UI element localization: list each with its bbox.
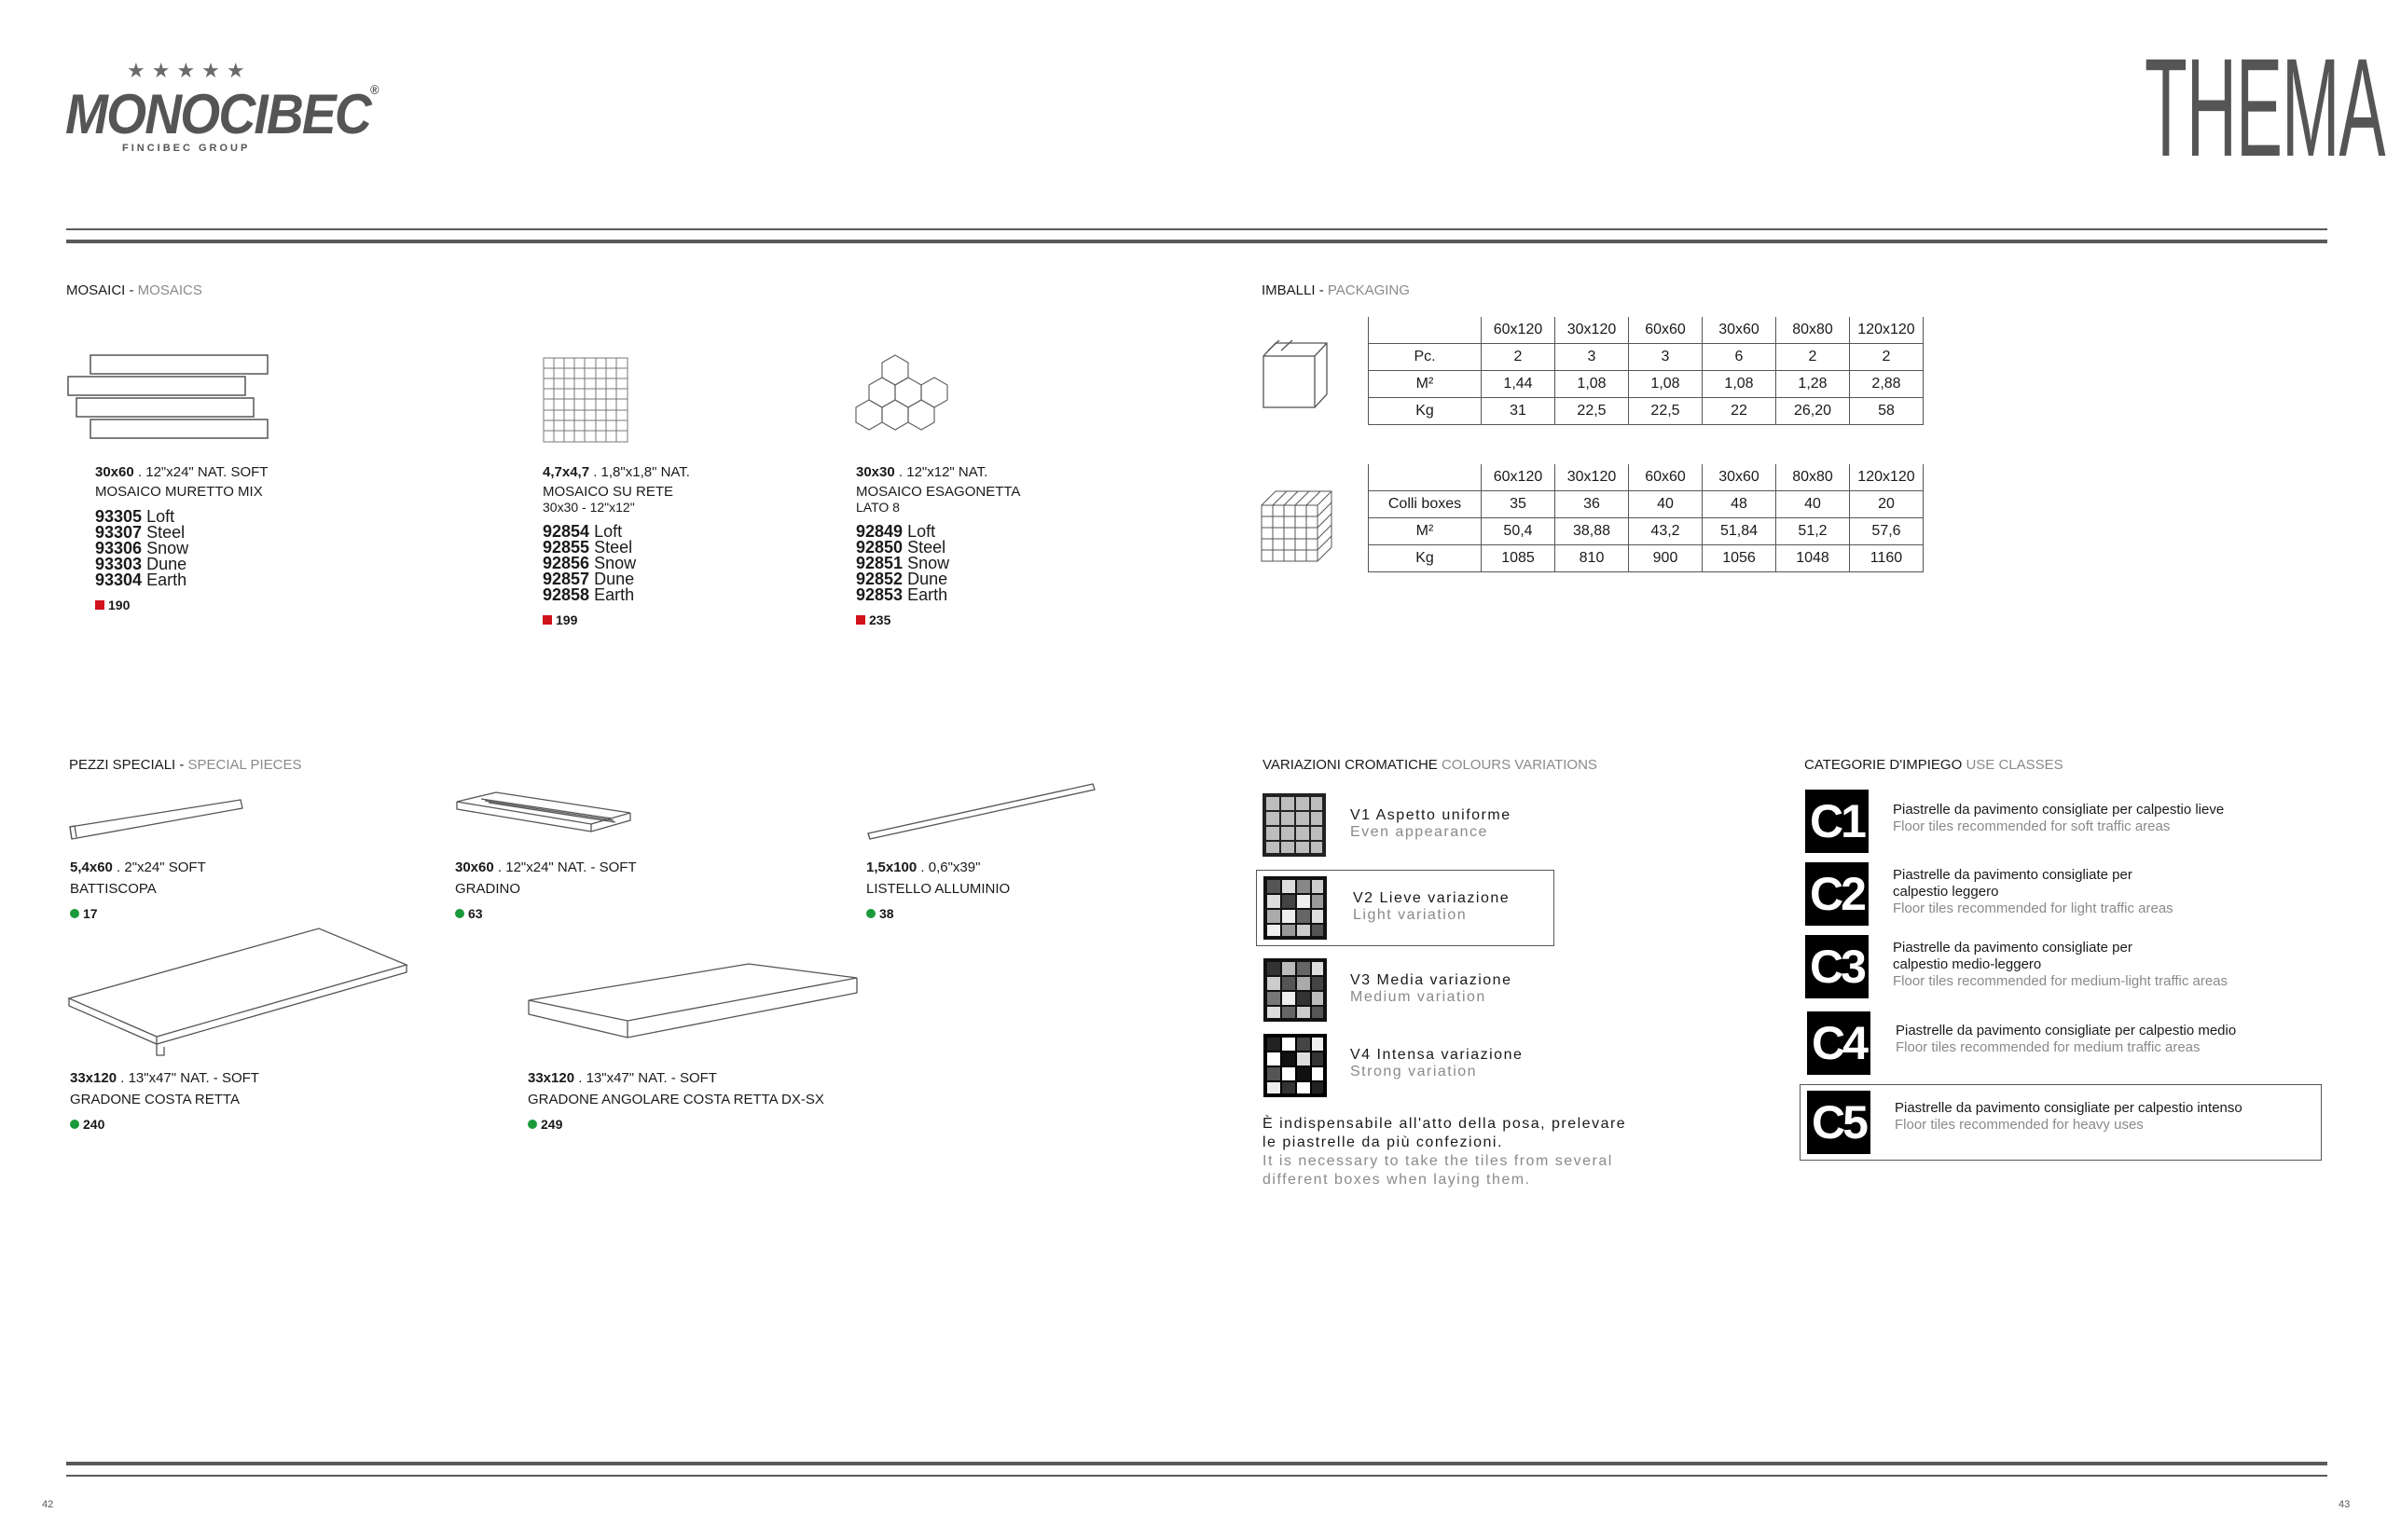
color: Dune (907, 570, 948, 588)
use-class-it: Piastrelle da pavimento consigliate per calpestio intenso (1895, 1100, 2242, 1116)
collection-title: THEMA (2145, 29, 2385, 186)
code: 92849 (856, 522, 904, 541)
variation-label: V3 Media variazione (1350, 972, 1512, 988)
code: 93304 (95, 571, 143, 589)
table-cell: 22,5 (1555, 398, 1629, 425)
code: 92858 (543, 585, 590, 604)
packaging-section-title (1262, 282, 1410, 298)
table-cell: 40 (1776, 491, 1850, 518)
packaging-title: IMBALLI - (1262, 282, 1328, 298)
battiscopa-drawing (65, 797, 252, 853)
price-group (70, 906, 206, 921)
table-cell: 38,88 (1555, 518, 1629, 545)
price-group (95, 598, 268, 612)
gradone-costa-retta-drawing (65, 928, 410, 1058)
table-cell: 900 (1629, 545, 1703, 572)
muretto-mix-drawing (65, 352, 270, 446)
use-class-c4 (1896, 1023, 2236, 1056)
table-row (1369, 398, 1924, 425)
use-class-it-2: calpestio leggero (1893, 884, 1999, 900)
v4-swatch-icon (1263, 1034, 1327, 1097)
table-cell: 6 (1703, 344, 1776, 371)
packaging-subtitle: PACKAGING (1327, 282, 1410, 298)
price-dot-icon (528, 1120, 537, 1129)
size-rest: . 12"x24" NAT. - SOFT (493, 859, 637, 875)
color: Snow (594, 554, 637, 572)
color: Snow (907, 554, 950, 572)
variations-section-title (1262, 757, 1597, 773)
variation-label: V4 Intensa variazione (1350, 1047, 1524, 1063)
special-name: GRADONE COSTA RETTA (70, 1092, 240, 1107)
table-cell: 58 (1850, 398, 1924, 425)
price-group (866, 906, 1010, 921)
logo-group: FINCIBEC GROUP (122, 143, 251, 154)
table-cell: 3 (1555, 344, 1629, 371)
color: Loft (146, 507, 175, 526)
use-class-it: Piastrelle da pavimento consigliate per calpestio lieve (1893, 802, 2225, 818)
table-cell: 40 (1629, 491, 1703, 518)
table-header-cell: 80x80 (1776, 317, 1850, 344)
color: Earth (907, 585, 948, 604)
color: Steel (146, 523, 186, 542)
price: 249 (541, 1117, 563, 1132)
table-corner (1369, 464, 1482, 491)
mosaico-su-rete-drawing (543, 357, 630, 445)
variations-title: VARIAZIONI CROMATICHE (1262, 757, 1442, 773)
mosaic-size (95, 464, 268, 480)
size-main: 33x120 (528, 1070, 575, 1086)
gradino-drawing (453, 791, 640, 837)
size-main: 5,4x60 (70, 859, 113, 875)
price: 17 (83, 906, 98, 921)
special-name: GRADONE ANGOLARE COSTA RETTA DX-SX (528, 1092, 824, 1107)
special-size (70, 859, 206, 875)
use-class-en: Floor tiles recommended for soft traffic areas (1893, 818, 2171, 834)
table-row-label: M² (1369, 371, 1482, 398)
table-cell: 2 (1482, 344, 1555, 371)
use-class-it: Piastrelle da pavimento consigliate per (1893, 940, 2132, 956)
use-class-it: Piastrelle da pavimento consigliate per (1893, 867, 2132, 883)
variation-v4 (1350, 1047, 1523, 1080)
mosaics-section-title (66, 282, 202, 298)
variation-v3 (1350, 972, 1511, 1006)
table-header-cell: 60x120 (1482, 464, 1555, 491)
table-cell: 1056 (1703, 545, 1776, 572)
color: Loft (907, 522, 936, 541)
code: 92853 (856, 585, 904, 604)
special-item (70, 859, 206, 921)
code: 93303 (95, 555, 143, 573)
variations-subtitle: COLOURS VARIATIONS (1441, 757, 1597, 773)
size-rest: . 12"x12" NAT. (894, 464, 988, 480)
brand-logo (65, 82, 378, 146)
v3-swatch-icon (1263, 958, 1327, 1022)
special-item (528, 1070, 824, 1132)
table-cell: 22 (1703, 398, 1776, 425)
note-en-2: different boxes when laying them. (1262, 1172, 1531, 1188)
table-row-label: M² (1369, 518, 1482, 545)
size-main: 30x30 (856, 464, 895, 480)
variation-v2 (1353, 890, 1510, 924)
table-header-cell: 30x60 (1703, 317, 1776, 344)
c2-badge-icon: C2 (1805, 862, 1869, 926)
special-size (455, 859, 637, 875)
mosaics-subtitle: MOSAICS (137, 282, 202, 298)
table-row (1369, 344, 1924, 371)
size-rest: . 12"x24" NAT. SOFT (133, 464, 269, 480)
mosaics-title: MOSAICI - (66, 282, 138, 298)
code-row (856, 587, 1020, 603)
price: 199 (556, 612, 578, 627)
table-header-cell: 120x120 (1850, 317, 1924, 344)
table-cell: 1,28 (1776, 371, 1850, 398)
mosaic-name: MOSAICO SU RETE (543, 484, 674, 500)
use-class-en: Floor tiles recommended for medium traffic areas (1896, 1039, 2201, 1055)
table-row-label: Kg (1369, 545, 1482, 572)
color: Earth (146, 571, 187, 589)
special-item (866, 859, 1010, 921)
price-dot-icon (70, 1120, 79, 1129)
price: 240 (83, 1117, 105, 1132)
variation-label: V1 Aspetto uniforme (1350, 807, 1511, 823)
packaging-table-pallet (1368, 464, 1924, 572)
top-rule (66, 228, 2327, 230)
logo-stars: ★★★★★ (127, 60, 252, 83)
price: 63 (468, 906, 483, 921)
note-it-1: È indispensabile all'atto della posa, prelevare (1262, 1116, 1627, 1132)
color: Steel (907, 538, 946, 557)
table-corner (1369, 317, 1482, 344)
use-class-en: Floor tiles recommended for light traffic areas (1893, 901, 2173, 916)
table-header-cell: 30x60 (1703, 464, 1776, 491)
code: 92854 (543, 522, 590, 541)
size-rest: . 1,8"x1,8" NAT. (589, 464, 690, 480)
price-group (528, 1117, 824, 1132)
variation-sub: Strong variation (1350, 1064, 1478, 1079)
note-en-1: It is necessary to take the tiles from several (1262, 1153, 1613, 1169)
code-list (95, 509, 268, 588)
note-it-2: le piastrelle da più confezioni. (1262, 1134, 1503, 1150)
table-cell: 51,84 (1703, 518, 1776, 545)
top-rule-thick (66, 240, 2327, 243)
table-header-cell: 60x60 (1629, 464, 1703, 491)
special-item (455, 859, 637, 921)
size-main: 1,5x100 (866, 859, 918, 875)
single-box-icon (1259, 337, 1333, 412)
table-row (1369, 518, 1924, 545)
variations-note (1262, 1115, 1626, 1189)
use-class-c5 (1895, 1100, 2242, 1134)
code: 93305 (95, 507, 143, 526)
table-cell: 1085 (1482, 545, 1555, 572)
code: 92850 (856, 538, 904, 557)
use-class-en: Floor tiles recommended for medium-light traffic areas (1893, 973, 2228, 989)
table-header-cell: 30x120 (1555, 464, 1629, 491)
table-header-cell: 60x60 (1629, 317, 1703, 344)
table-cell: 2,88 (1850, 371, 1924, 398)
special-name: GRADINO (455, 881, 521, 897)
color: Snow (146, 539, 189, 557)
table-cell: 1,44 (1482, 371, 1555, 398)
color: Dune (594, 570, 635, 588)
mosaic-name-2: 30x30 - 12"x12" (543, 500, 635, 515)
code: 93306 (95, 539, 143, 557)
use-classes-subtitle: USE CLASSES (1966, 757, 2063, 773)
color: Earth (594, 585, 635, 604)
table-row-label: Colli boxes (1369, 491, 1482, 518)
price-group (70, 1117, 259, 1132)
price: 38 (879, 906, 894, 921)
use-class-en: Floor tiles recommended for heavy uses (1895, 1117, 2144, 1133)
price-square-icon (856, 615, 865, 625)
mosaic-name: MOSAICO MURETTO MIX (95, 484, 263, 500)
color: Loft (594, 522, 623, 541)
c5-badge-icon: C5 (1807, 1091, 1870, 1154)
use-class-c1 (1893, 802, 2224, 835)
variation-sub: Light variation (1353, 907, 1468, 923)
table-cell: 20 (1850, 491, 1924, 518)
table-cell: 2 (1776, 344, 1850, 371)
table-row (1369, 371, 1924, 398)
table-cell: 36 (1555, 491, 1629, 518)
price-dot-icon (70, 909, 79, 918)
special-size (866, 859, 1010, 875)
code: 92851 (856, 554, 904, 572)
table-cell: 50,4 (1482, 518, 1555, 545)
code-row (95, 572, 268, 588)
table-header-cell: 30x120 (1555, 317, 1629, 344)
table-row (1369, 491, 1924, 518)
mosaic-size (543, 464, 690, 480)
size-main: 4,7x4,7 (543, 464, 590, 480)
price: 190 (108, 598, 131, 612)
variation-sub: Even appearance (1350, 824, 1488, 840)
table-cell: 26,20 (1776, 398, 1850, 425)
special-item (70, 1070, 259, 1132)
v2-swatch-icon (1263, 876, 1327, 940)
code: 92857 (543, 570, 590, 588)
table-cell: 48 (1703, 491, 1776, 518)
listello-drawing (865, 781, 1098, 846)
special-size (70, 1070, 259, 1086)
table-header-cell: 80x80 (1776, 464, 1850, 491)
price-dot-icon (455, 909, 464, 918)
table-cell: 3 (1629, 344, 1703, 371)
bottom-rule (66, 1475, 2327, 1477)
special-title: PEZZI SPECIALI - (69, 757, 188, 773)
code-list (856, 524, 1020, 603)
special-subtitle: SPECIAL PIECES (187, 757, 302, 773)
c3-badge-icon: C3 (1805, 935, 1869, 998)
logo-registered: ® (369, 82, 378, 97)
logo-name: MONOCIBEC (65, 83, 370, 145)
special-section-title (69, 757, 302, 773)
bottom-rule-thick (66, 1462, 2327, 1465)
table-cell: 1,08 (1555, 371, 1629, 398)
use-class-it-2: calpestio medio-leggero (1893, 956, 2042, 972)
mosaic-item (856, 464, 1020, 627)
table-cell: 22,5 (1629, 398, 1703, 425)
special-size (528, 1070, 824, 1086)
code: 92852 (856, 570, 904, 588)
special-name: LISTELLO ALLUMINIO (866, 881, 1011, 897)
code: 92855 (543, 538, 590, 557)
table-cell: 35 (1482, 491, 1555, 518)
table-header-cell: 60x120 (1482, 317, 1555, 344)
table-cell: 1160 (1850, 545, 1924, 572)
use-classes-section-title (1804, 757, 2063, 773)
table-cell: 1048 (1776, 545, 1850, 572)
variation-v1 (1350, 807, 1511, 841)
size-rest: . 2"x24" SOFT (112, 859, 206, 875)
size-rest: . 13"x47" NAT. - SOFT (574, 1070, 717, 1086)
mosaic-name: MOSAICO ESAGONETTA (856, 484, 1021, 500)
page-number-left: 42 (42, 1499, 54, 1510)
use-classes-title: CATEGORIE D'IMPIEGO (1804, 757, 1966, 773)
page-number-right: 43 (2339, 1499, 2351, 1510)
price-square-icon (543, 615, 552, 625)
mosaic-item (95, 464, 268, 612)
price-group (543, 612, 690, 627)
gradone-angolare-drawing (525, 963, 861, 1061)
color: Dune (146, 555, 187, 573)
use-class-c3 (1893, 940, 2228, 990)
variation-sub: Medium variation (1350, 989, 1486, 1005)
special-name: BATTISCOPA (70, 881, 157, 897)
table-row-label: Pc. (1369, 344, 1482, 371)
table-row-label: Kg (1369, 398, 1482, 425)
use-class-c2 (1893, 867, 2173, 917)
variation-label: V2 Lieve variazione (1353, 890, 1511, 906)
use-class-it: Piastrelle da pavimento consigliate per calpestio medio (1896, 1023, 2237, 1038)
table-header-cell: 120x120 (1850, 464, 1924, 491)
price-dot-icon (866, 909, 876, 918)
table-cell: 51,2 (1776, 518, 1850, 545)
price-square-icon (95, 600, 104, 610)
table-cell: 1,08 (1629, 371, 1703, 398)
table-header-row (1369, 317, 1924, 344)
size-main: 33x120 (70, 1070, 117, 1086)
table-cell: 31 (1482, 398, 1555, 425)
packaging-table-boxes (1368, 317, 1924, 425)
v1-swatch-icon (1262, 793, 1326, 857)
table-cell: 1,08 (1703, 371, 1776, 398)
size-main: 30x60 (95, 464, 134, 480)
code-list (543, 524, 690, 603)
esagonetta-drawing (850, 352, 962, 446)
code-row (543, 587, 690, 603)
color: Steel (594, 538, 633, 557)
table-cell: 2 (1850, 344, 1924, 371)
mosaic-name-2: LATO 8 (856, 500, 900, 515)
code: 92856 (543, 554, 590, 572)
size-rest: . 0,6"x39" (917, 859, 981, 875)
table-cell: 43,2 (1629, 518, 1703, 545)
size-main: 30x60 (455, 859, 494, 875)
price-group (856, 612, 1020, 627)
table-header-row (1369, 464, 1924, 491)
price-group (455, 906, 637, 921)
size-rest: . 13"x47" NAT. - SOFT (117, 1070, 259, 1086)
pallet-icon (1259, 488, 1335, 565)
table-row (1369, 545, 1924, 572)
mosaic-size (856, 464, 1020, 480)
c1-badge-icon: C1 (1805, 790, 1869, 853)
mosaic-item (543, 464, 690, 627)
table-cell: 810 (1555, 545, 1629, 572)
price: 235 (869, 612, 891, 627)
c4-badge-icon: C4 (1807, 1011, 1870, 1075)
table-cell: 57,6 (1850, 518, 1924, 545)
code: 93307 (95, 523, 143, 542)
